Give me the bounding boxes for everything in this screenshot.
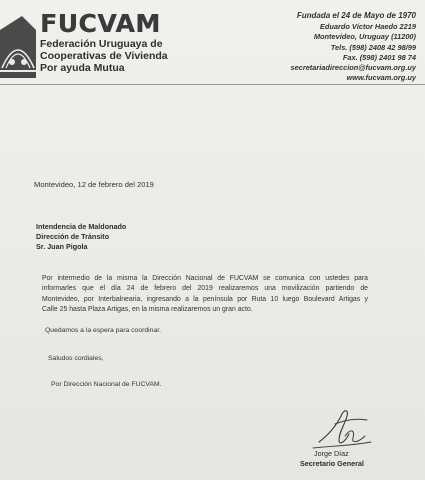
recipient-line-2: Dirección de Tránsito: [36, 232, 110, 241]
organization-block: [40, 10, 168, 74]
handwritten-signature-icon: [305, 402, 377, 454]
paragraph-line-4: Calle 25 hasta Plaza Artigas, en la misma realizaremos un gran acto.: [42, 306, 253, 314]
recipient-block: [36, 222, 126, 252]
signer-block: [300, 449, 364, 469]
paragraph-line-1: Por intermedio de la misma la Dirección Nacional de FUCVAM se comunica con ustedes para: [42, 275, 368, 282]
paragraph-line-2: informarles que el día 24 de febrero del 2019 realizaremos una movilización partiendo de: [42, 285, 368, 293]
org-line-3: Por ayuda Mutua: [40, 62, 125, 74]
waiting-line: Quedamos a la espera para coordinar.: [45, 327, 161, 334]
founded-line: Fundada el 24 de Mayo de 1970: [296, 11, 416, 20]
fax-line: Fax. (598) 2401 98 74: [342, 52, 416, 62]
brand-name: FUCVAM: [40, 9, 161, 38]
signer-name: Jorge Díaz: [314, 449, 349, 458]
body-paragraph: [42, 274, 368, 316]
city-line: Montevideo, Uruguay (11200): [313, 32, 416, 42]
letter-date: Montevideo, 12 de febrero del 2019: [34, 180, 154, 189]
recipient-line-1: Intendencia de Maldonado: [36, 222, 127, 231]
website-line: www.fucvam.org.uy: [346, 73, 416, 83]
signer-title: Secretario General: [300, 459, 364, 468]
contact-block: [290, 11, 416, 83]
fucvam-logo-icon: [0, 12, 38, 84]
org-line-2: Cooperativas de Vivienda: [40, 50, 168, 62]
org-line-1: Federación Uruguaya de: [40, 38, 163, 50]
address-line: Eduardo Víctor Haedo 2219: [319, 22, 416, 32]
paragraph-line-3: Montevideo, por Interbalnearia, ingresando a la península por Ruta 10 luego Boulevard Artigas y: [42, 295, 368, 303]
sign-intro-line: Por Dirección Nacional de FUCVAM.: [51, 381, 162, 388]
greeting-line: Saludos cordiales,: [48, 355, 104, 362]
header-divider: [0, 84, 425, 85]
recipient-line-3: Sr. Juan Pigola: [36, 242, 88, 251]
phone-line: Tels. (598) 2408 42 98/99: [330, 42, 416, 52]
email-line: secretariadireccion@fucvam.org.uy: [290, 63, 416, 73]
